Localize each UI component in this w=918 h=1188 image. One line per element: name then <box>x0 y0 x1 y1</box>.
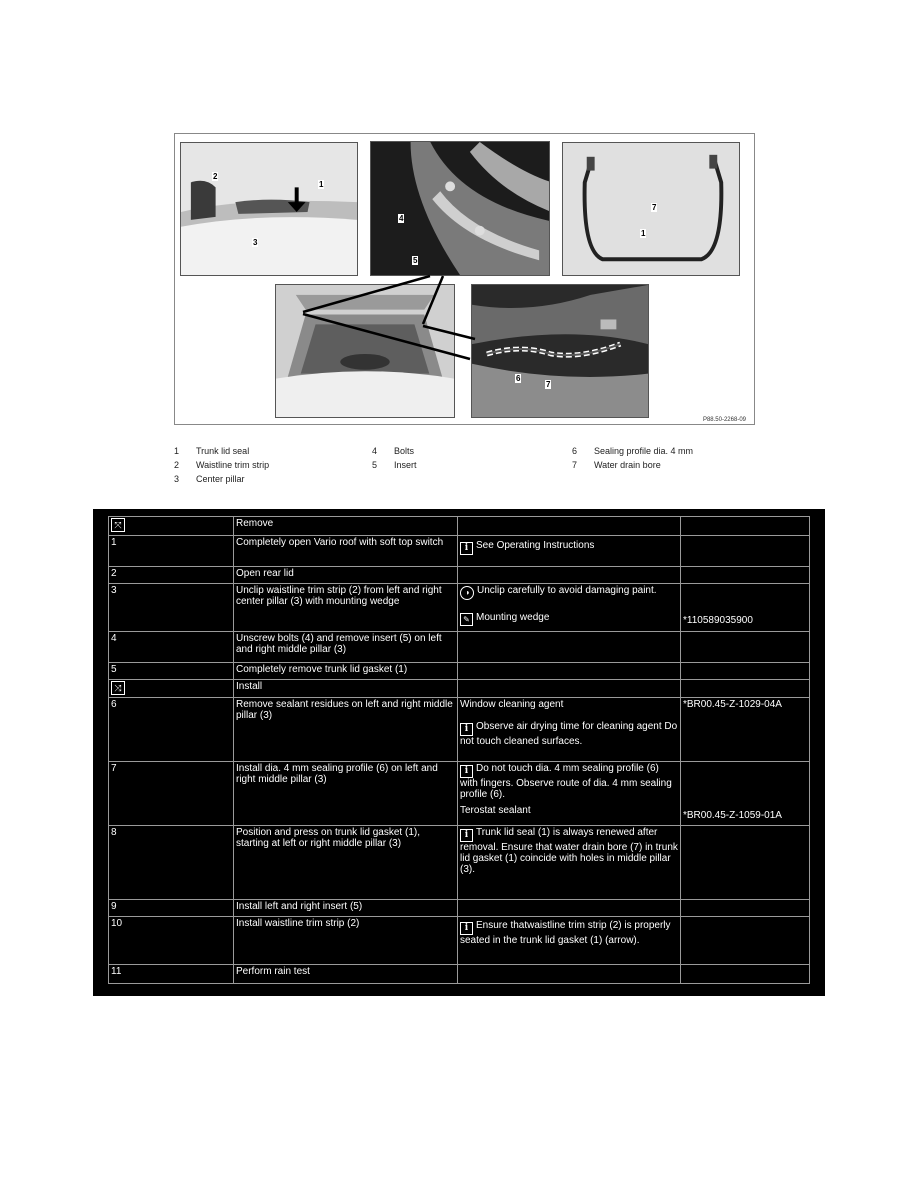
figure-code: P88.50-2268-09 <box>702 417 746 423</box>
action-cell: Install waistline trim strip (2) <box>234 917 458 965</box>
table-row <box>109 917 810 965</box>
action-cell: Remove sealant residues on left and right middle pillar (3) <box>234 698 458 762</box>
callout-b-5: 5 <box>413 256 418 265</box>
legend-item: 4 Bolts <box>372 446 415 456</box>
callout-c-7: 7 <box>652 203 657 212</box>
table-row <box>109 965 810 984</box>
callout-e-7: 7 <box>546 380 551 389</box>
table-row <box>109 680 810 698</box>
illustration-figure <box>174 133 755 425</box>
part-cell <box>681 826 810 900</box>
callout-a-3: 3 <box>253 238 258 247</box>
info-icon: i <box>460 922 473 935</box>
notes-cell <box>458 965 681 984</box>
callout-e-6: 6 <box>516 374 521 383</box>
notes-cell: i Trunk lid seal (1) is always renewed after removal. Ensure that water drain bore (7) in trunk lid gasket (1) coincide with holes in middle pillar (3). <box>458 826 681 900</box>
step-cell: 6 <box>109 698 234 762</box>
callout-a-2: 2 <box>213 172 218 181</box>
action-cell: Unclip waistline trim strip (2) from left and right center pillar (3) with mounting wedge <box>234 584 458 632</box>
notes-cell <box>458 517 681 536</box>
photo-waistline-trim <box>180 142 358 276</box>
step-cell: 1 <box>109 536 234 567</box>
legend-item: 1 Trunk lid seal <box>174 446 250 456</box>
step-cell: 7 <box>109 762 234 826</box>
part-cell <box>681 680 810 698</box>
legend-item: 2 Waistline trim strip <box>174 460 270 470</box>
notes-cell: i See Operating Instructions <box>458 536 681 567</box>
step-cell: 3 <box>109 584 234 632</box>
action-cell: Install <box>234 680 458 698</box>
notes-cell <box>458 663 681 680</box>
callout-a-1: 1 <box>319 180 324 189</box>
photo-pillar-bolts <box>370 141 550 276</box>
table-row <box>109 698 810 762</box>
table-row <box>109 584 810 632</box>
action-cell: Install left and right insert (5) <box>234 900 458 917</box>
action-cell: Remove <box>234 517 458 536</box>
table-row <box>109 567 810 584</box>
notes-cell <box>458 567 681 584</box>
step-cell: 11 <box>109 965 234 984</box>
info-icon: i <box>460 723 473 736</box>
part-cell: *110589035900 <box>681 584 810 632</box>
legend-item: 5 Insert <box>372 460 417 470</box>
step-cell: 4 <box>109 632 234 663</box>
legend-item: 3 Center pillar <box>174 474 245 484</box>
part-cell <box>681 517 810 536</box>
caution-icon: ◑ <box>460 586 474 600</box>
action-cell: Open rear lid <box>234 567 458 584</box>
callout-c-1: 1 <box>641 229 646 238</box>
step-cell: 2 <box>109 567 234 584</box>
table-row <box>109 762 810 826</box>
action-cell: Position and press on trunk lid gasket (1), starting at left or right middle pillar (3) <box>234 826 458 900</box>
callout-b-4: 4 <box>399 214 404 223</box>
tool-icon: ✎ <box>460 613 473 626</box>
part-cell <box>681 567 810 584</box>
table-row <box>109 900 810 917</box>
legend-item: 7 Water drain bore <box>572 460 661 470</box>
part-cell <box>681 632 810 663</box>
notes-cell <box>458 680 681 698</box>
part-cell <box>681 900 810 917</box>
step-cell: 8 <box>109 826 234 900</box>
notes-cell: ◑ Unclip carefully to avoid damaging paint. ✎ Mounting wedge <box>458 584 681 632</box>
procedure-table-panel <box>93 509 825 996</box>
part-cell <box>681 536 810 567</box>
part-cell <box>681 663 810 680</box>
part-cell: *BR00.45-Z-1029-04A <box>681 698 810 762</box>
photo-open-trunk <box>275 284 455 418</box>
table-row <box>109 632 810 663</box>
action-cell: Unscrew bolts (4) and remove insert (5) on left and right middle pillar (3) <box>234 632 458 663</box>
part-cell <box>681 917 810 965</box>
action-cell: Install dia. 4 mm sealing profile (6) on left and right middle pillar (3) <box>234 762 458 826</box>
legend-item: 6 Sealing profile dia. 4 mm <box>572 446 694 456</box>
step-cell: 9 <box>109 900 234 917</box>
info-icon: i <box>460 829 473 842</box>
info-icon: i <box>460 765 473 778</box>
action-cell: Completely open Vario roof with soft top switch <box>234 536 458 567</box>
photo-sealing-profile <box>471 284 649 418</box>
step-cell: 5 <box>109 663 234 680</box>
table-row <box>109 826 810 900</box>
step-cell: 10 <box>109 917 234 965</box>
step-cell <box>109 517 234 536</box>
procedure-table <box>108 516 810 984</box>
table-row <box>109 536 810 567</box>
remove-icon: ⤧ <box>111 518 125 532</box>
part-cell: *BR00.45-Z-1059-01A <box>681 762 810 826</box>
notes-cell <box>458 900 681 917</box>
part-cell <box>681 965 810 984</box>
notes-cell: i Do not touch dia. 4 mm sealing profile (6) with fingers. Observe route of dia. 4 mm sealing profile (6). Terostat sealant <box>458 762 681 826</box>
table-row <box>109 517 810 536</box>
step-cell <box>109 680 234 698</box>
action-cell: Completely remove trunk lid gasket (1) <box>234 663 458 680</box>
table-row <box>109 663 810 680</box>
action-cell: Perform rain test <box>234 965 458 984</box>
install-icon: ⤨ <box>111 681 125 695</box>
notes-cell: i Ensure thatwaistline trim strip (2) is properly seated in the trunk lid gasket (1) (arrow). <box>458 917 681 965</box>
notes-cell: Window cleaning agent i Observe air drying time for cleaning agent Do not touch cleaned surfaces. <box>458 698 681 762</box>
notes-cell <box>458 632 681 663</box>
info-icon: i <box>460 542 473 555</box>
